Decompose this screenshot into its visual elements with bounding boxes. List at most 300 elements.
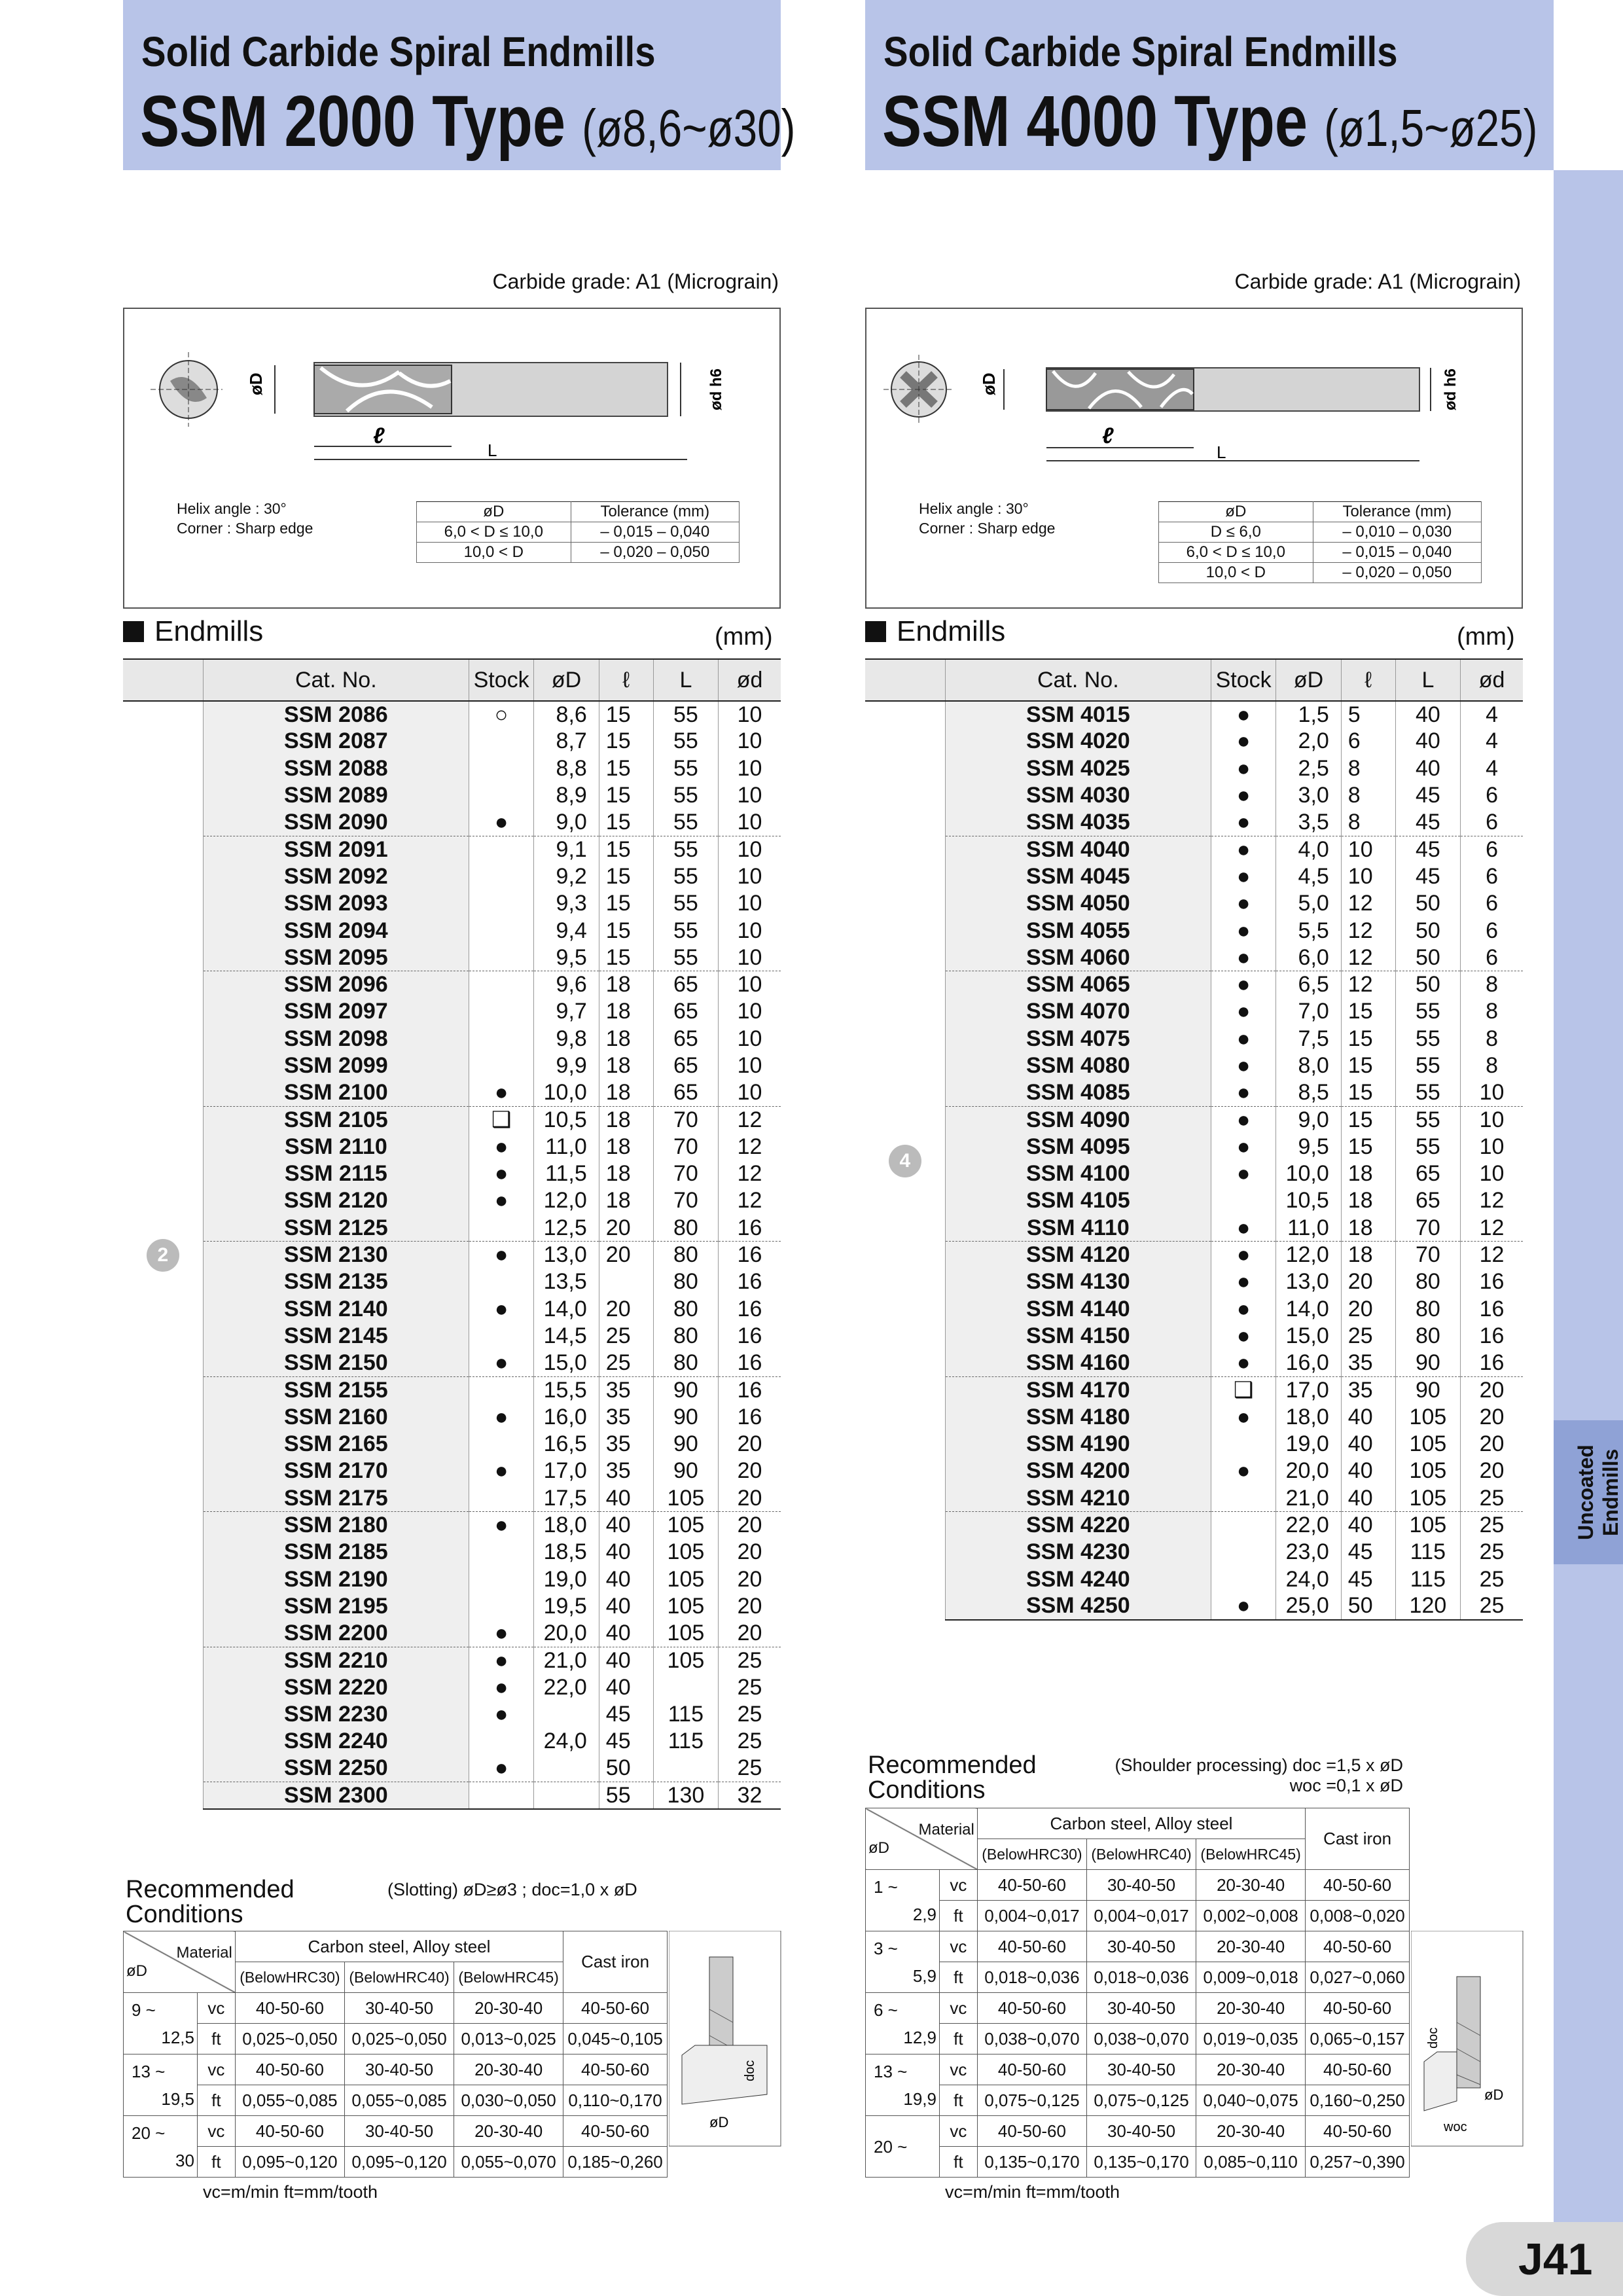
flute-length: 55 [599, 1782, 653, 1809]
flute-length: 12 [1341, 944, 1395, 971]
shank-dia: 25 [719, 1674, 781, 1701]
left-endmill-drawing [124, 309, 779, 499]
cat-no: SSM 4120 [945, 1242, 1211, 1268]
cat-no: SSM 4070 [945, 998, 1211, 1025]
cat-no: SSM 4210 [945, 1485, 1211, 1512]
cat-no: SSM 2160 [203, 1404, 469, 1431]
dia: 17,0 [1276, 1376, 1341, 1403]
left-dim-oD: øD [246, 372, 266, 395]
feed-per-tooth: 0,030~0,050 [454, 2085, 563, 2116]
shank-dia: 8 [1461, 998, 1523, 1025]
overall-length: 105 [1395, 1485, 1460, 1512]
flute-count-badge: 2 [147, 1239, 179, 1272]
cat-no: SSM 2100 [203, 1079, 469, 1106]
dia: 22,0 [534, 1674, 599, 1701]
dia: 5,5 [1276, 917, 1341, 944]
flute-count-zone [123, 701, 203, 1809]
column-header: ød [1461, 659, 1523, 701]
dia: 21,0 [534, 1647, 599, 1674]
overall-length: 90 [1395, 1350, 1460, 1376]
shank-dia: 8 [1461, 971, 1523, 998]
overall-length: 80 [1395, 1268, 1460, 1295]
dia: 6,0 [1276, 944, 1341, 971]
overall-length: 50 [1395, 944, 1460, 971]
overall-length: 55 [653, 728, 718, 755]
stock [469, 1485, 533, 1512]
cat-no: SSM 4075 [945, 1026, 1211, 1052]
vc-label: vc [939, 1993, 977, 2024]
cutting-speed: 20-30-40 [454, 2116, 563, 2147]
cutting-speed: 30-40-50 [344, 1993, 454, 2024]
flute-length: 15 [599, 836, 653, 863]
tol-cell: – 0,010 – 0,030 [1313, 522, 1481, 543]
dia: 9,3 [534, 890, 599, 917]
cutting-speed: 40-50-60 [977, 2116, 1086, 2147]
feed-per-tooth: 0,185~0,260 [563, 2147, 668, 2178]
cat-no: SSM 4025 [945, 755, 1211, 782]
vc-label: vc [939, 1870, 977, 1901]
shank-dia: 20 [1461, 1431, 1523, 1458]
cat-no: SSM 2240 [203, 1728, 469, 1755]
hardness-header: (BelowHRC40) [344, 1962, 454, 1993]
overall-length: 70 [653, 1187, 718, 1214]
stock: ● [1211, 836, 1275, 863]
cat-no: SSM 4040 [945, 836, 1211, 863]
flute-length: 40 [1341, 1485, 1395, 1512]
stock: ● [1211, 1296, 1275, 1323]
dia: 8,8 [534, 755, 599, 782]
overall-length: 50 [1395, 971, 1460, 998]
overall-length: 40 [1395, 701, 1460, 728]
overall-length: 55 [653, 944, 718, 971]
cat-no: SSM 2086 [203, 701, 469, 728]
flute-length: 20 [599, 1242, 653, 1268]
overall-length: 65 [1395, 1160, 1460, 1187]
shank-dia: 12 [719, 1187, 781, 1214]
material-diag-cell [124, 1931, 236, 1993]
left-rec-table [123, 1931, 668, 2178]
stock: ● [469, 1458, 533, 1484]
side-tab [1554, 1420, 1623, 1564]
shank-dia: 16 [1461, 1268, 1523, 1295]
dia-range [866, 2054, 940, 2116]
flute-length: 15 [1341, 1079, 1395, 1106]
dia: 14,5 [534, 1323, 599, 1350]
overall-length: 105 [653, 1485, 718, 1512]
stock: ● [469, 1160, 533, 1187]
dia: 19,0 [534, 1566, 599, 1593]
dia: 7,0 [1276, 998, 1341, 1025]
shank-dia: 20 [719, 1539, 781, 1566]
stock: ● [1211, 728, 1275, 755]
dia: 8,7 [534, 728, 599, 755]
feed-per-tooth: 0,038~0,070 [977, 2024, 1086, 2054]
cutting-speed: 20-30-40 [1196, 2116, 1306, 2147]
stock: ● [469, 1134, 533, 1160]
stock [469, 1052, 533, 1079]
right-title-line1: Solid Carbide Spiral Endmills [883, 28, 1398, 75]
feed-per-tooth: 0,004~0,017 [1086, 1901, 1196, 1931]
stock [469, 1593, 533, 1620]
flute-length: 8 [1341, 809, 1395, 836]
flute-length: 25 [1341, 1323, 1395, 1350]
overall-length: 65 [1395, 1187, 1460, 1214]
flute-length: 40 [1341, 1404, 1395, 1431]
left-dim-od: ød h6 [707, 368, 725, 410]
dia: 17,0 [534, 1458, 599, 1484]
overall-length: 50 [1395, 917, 1460, 944]
vc-label: vc [197, 1993, 235, 2024]
dia: 2,5 [1276, 755, 1341, 782]
tol-head: øD [417, 502, 571, 522]
overall-length: 55 [653, 701, 718, 728]
cat-no: SSM 2155 [203, 1376, 469, 1403]
stock [1211, 1566, 1275, 1593]
cutting-speed: 30-40-50 [344, 2116, 454, 2147]
dia-to: 30 [175, 2150, 194, 2170]
hardness-header: (BelowHRC45) [1196, 1839, 1306, 1870]
dia-range [124, 2116, 198, 2178]
shank-dia: 25 [719, 1728, 781, 1755]
feed-per-tooth: 0,045~0,105 [563, 2024, 668, 2054]
stock [469, 1026, 533, 1052]
overall-length: 55 [1395, 1134, 1460, 1160]
overall-length: 55 [653, 809, 718, 836]
stock [1211, 1431, 1275, 1458]
stock: ● [1211, 1079, 1275, 1106]
shank-dia: 10 [719, 782, 781, 809]
overall-length: 45 [1395, 863, 1460, 890]
flute-length: 15 [1341, 1106, 1395, 1133]
stock [469, 728, 533, 755]
stock [469, 944, 533, 971]
shoulder-tool [1457, 1977, 1480, 2088]
overall-length: 55 [1395, 1052, 1460, 1079]
stock [469, 1323, 533, 1350]
flute-length: 18 [599, 1106, 653, 1133]
dia: 10,0 [534, 1079, 599, 1106]
feed-per-tooth: 0,013~0,025 [454, 2024, 563, 2054]
shank-dia: 20 [719, 1593, 781, 1620]
overall-length: 55 [653, 755, 718, 782]
cat-no: SSM 2105 [203, 1106, 469, 1133]
shank-dia: 12 [719, 1106, 781, 1133]
dia: 13,0 [534, 1242, 599, 1268]
cutting-speed: 40-50-60 [235, 2116, 344, 2147]
overall-length: 90 [653, 1376, 718, 1403]
dia: 10,5 [534, 1106, 599, 1133]
cutting-speed: 20-30-40 [454, 1993, 563, 2024]
overall-length: 70 [1395, 1242, 1460, 1268]
dia-to: 12,5 [161, 2027, 194, 2047]
cat-no: SSM 4050 [945, 890, 1211, 917]
shank-dia: 6 [1461, 836, 1523, 863]
stock [469, 836, 533, 863]
stock: ● [1211, 1593, 1275, 1620]
tol-head: Tolerance (mm) [1313, 502, 1481, 522]
stock: ● [1211, 1458, 1275, 1484]
stock: ● [469, 1647, 533, 1674]
dia: 19,0 [1276, 1431, 1341, 1458]
dia: 15,0 [1276, 1323, 1341, 1350]
shank-dia: 12 [1461, 1187, 1523, 1214]
stock [469, 917, 533, 944]
flute-length: 45 [1341, 1566, 1395, 1593]
left-grade: Carbide grade: A1 (Micrograin) [492, 270, 779, 293]
cat-no: SSM 4035 [945, 809, 1211, 836]
svg-text:doc: doc [743, 2060, 757, 2081]
cat-no: SSM 2185 [203, 1539, 469, 1566]
flute-length: 15 [599, 782, 653, 809]
flute-length: 25 [599, 1350, 653, 1376]
shank-dia: 12 [1461, 1242, 1523, 1268]
ft-label: ft [197, 2024, 235, 2054]
shank-dia: 10 [719, 971, 781, 998]
cat-no: SSM 2090 [203, 809, 469, 836]
tol-cell: – 0,020 – 0,050 [1313, 563, 1481, 583]
dia: 18,0 [534, 1512, 599, 1539]
dia: 11,0 [534, 1134, 599, 1160]
overall-length: 55 [1395, 998, 1460, 1025]
stock: ● [1211, 1134, 1275, 1160]
cat-no: SSM 2087 [203, 728, 469, 755]
stock: ❑ [1211, 1376, 1275, 1403]
cat-no: SSM 4030 [945, 782, 1211, 809]
overall-length: 55 [653, 863, 718, 890]
overall-length: 80 [653, 1296, 718, 1323]
svg-text:øD: øD [709, 2114, 729, 2130]
shank-dia: 16 [1461, 1296, 1523, 1323]
dia-from: 1 ~ [874, 1876, 898, 1897]
ft-label: ft [939, 2085, 977, 2116]
overall-length: 105 [653, 1539, 718, 1566]
tol-cell: – 0,020 – 0,050 [571, 543, 739, 563]
left-title-type [140, 80, 795, 163]
cat-no: SSM 2140 [203, 1296, 469, 1323]
cat-no: SSM 2089 [203, 782, 469, 809]
cutting-speed: 20-30-40 [1196, 1931, 1306, 1962]
feed-per-tooth: 0,009~0,018 [1196, 1962, 1306, 1993]
overall-length: 80 [1395, 1296, 1460, 1323]
flute-length: 35 [1341, 1376, 1395, 1403]
dia: 9,7 [534, 998, 599, 1025]
tol-head: øD [1159, 502, 1313, 522]
shank-dia: 10 [719, 944, 781, 971]
stock [469, 1782, 533, 1809]
cutting-speed: 40-50-60 [1306, 1993, 1410, 2024]
flute-length: 15 [599, 701, 653, 728]
overall-length [653, 1674, 718, 1701]
tol-head: Tolerance (mm) [571, 502, 739, 522]
feed-per-tooth: 0,110~0,170 [563, 2085, 668, 2116]
shank-dia: 6 [1461, 944, 1523, 971]
feed-per-tooth: 0,135~0,170 [977, 2147, 1086, 2178]
tol-cell: – 0,015 – 0,040 [1313, 543, 1481, 563]
flute-length: 40 [1341, 1512, 1395, 1539]
shank-dia: 10 [719, 755, 781, 782]
dia: 9,1 [534, 836, 599, 863]
dia: 22,0 [1276, 1512, 1341, 1539]
overall-length: 120 [1395, 1593, 1460, 1620]
shank-dia: 12 [1461, 1215, 1523, 1242]
stock: ● [1211, 863, 1275, 890]
dia-from: 3 ~ [874, 1938, 898, 1958]
overall-length: 55 [1395, 1026, 1460, 1052]
flute-length: 15 [1341, 1026, 1395, 1052]
feed-per-tooth: 0,040~0,075 [1196, 2085, 1306, 2116]
feed-per-tooth: 0,075~0,125 [977, 2085, 1086, 2116]
flute-length: 40 [599, 1539, 653, 1566]
overall-length: 105 [653, 1512, 718, 1539]
dia-range [866, 1931, 940, 1993]
flute-count-zone [865, 701, 945, 1620]
flute-length: 40 [599, 1512, 653, 1539]
cat-no: SSM 2165 [203, 1431, 469, 1458]
dia: 24,0 [534, 1728, 599, 1755]
cutting-speed: 40-50-60 [563, 1993, 668, 2024]
shank-dia: 10 [1461, 1079, 1523, 1106]
shoulder-sketch [1411, 1931, 1524, 2147]
left-section-label: Endmills [154, 615, 264, 647]
rec-note-line: woc =0,1 x øD [1289, 1776, 1403, 1795]
cat-no: SSM 2175 [203, 1485, 469, 1512]
stock [1211, 1539, 1275, 1566]
flute-length: 18 [599, 1187, 653, 1214]
dia: 9,8 [534, 1026, 599, 1052]
shank-dia: 20 [1461, 1458, 1523, 1484]
cat-no: SSM 4060 [945, 944, 1211, 971]
dia-from: 9 ~ [132, 2000, 156, 2020]
flute-length: 18 [599, 998, 653, 1025]
slotting-sketch [669, 1931, 781, 2147]
feed-per-tooth: 0,257~0,390 [1306, 2147, 1410, 2178]
shoulder-workpiece [1424, 2052, 1457, 2111]
cutting-speed: 20-30-40 [454, 2054, 563, 2085]
feed-per-tooth: 0,055~0,070 [454, 2147, 563, 2178]
cat-no: SSM 2200 [203, 1620, 469, 1647]
overall-length: 55 [653, 890, 718, 917]
right-rec-footnote: vc=m/min ft=mm/tooth [945, 2182, 1120, 2202]
left-rec-footnote: vc=m/min ft=mm/tooth [203, 2182, 378, 2202]
rec-title-line: Recommended [868, 1751, 1037, 1779]
overall-length: 105 [653, 1647, 718, 1674]
dia: 15,0 [534, 1350, 599, 1376]
left-corner: Corner : Sharp edge [177, 520, 313, 537]
cutting-speed: 30-40-50 [344, 2054, 454, 2085]
tol-cell: – 0,015 – 0,040 [571, 522, 739, 543]
cat-no: SSM 4220 [945, 1512, 1211, 1539]
overall-length: 65 [653, 1079, 718, 1106]
flute-length: 10 [1341, 836, 1395, 863]
overall-length: 130 [653, 1782, 718, 1809]
square-bullet-icon [123, 621, 144, 642]
hardness-header: (BelowHRC30) [235, 1962, 344, 1993]
flute-length: 15 [599, 917, 653, 944]
left-dim-l: ℓ [373, 423, 385, 448]
dia: 4,5 [1276, 863, 1341, 890]
cutting-speed: 40-50-60 [1306, 2054, 1410, 2085]
flute-length: 18 [1341, 1242, 1395, 1268]
overall-length: 90 [653, 1404, 718, 1431]
cat-no: SSM 4250 [945, 1593, 1211, 1620]
flute-length: 5 [1341, 701, 1395, 728]
dia-range [124, 2054, 198, 2116]
right-rec-table [865, 1808, 1410, 2178]
cat-no: SSM 2096 [203, 971, 469, 998]
rec-title-line: Recommended [126, 1876, 294, 1903]
stock: ● [1211, 1052, 1275, 1079]
overall-length: 90 [653, 1458, 718, 1484]
hardness-header: (BelowHRC30) [977, 1839, 1086, 1870]
dia: 15,5 [534, 1376, 599, 1403]
ft-label: ft [939, 1962, 977, 1993]
dia: 3,5 [1276, 809, 1341, 836]
overall-length: 40 [1395, 755, 1460, 782]
shank-dia: 20 [719, 1566, 781, 1593]
cat-no: SSM 2135 [203, 1268, 469, 1295]
dia-to: 2,9 [912, 1904, 936, 1924]
right-dim-oD: øD [979, 372, 999, 395]
material-group: Carbon steel, Alloy steel [235, 1931, 563, 1962]
stock: ● [469, 1296, 533, 1323]
overall-length: 45 [1395, 836, 1460, 863]
stock [469, 1376, 533, 1403]
cat-no: SSM 4180 [945, 1404, 1211, 1431]
shank-dia: 6 [1461, 863, 1523, 890]
shank-dia: 20 [719, 1512, 781, 1539]
cat-no: SSM 4020 [945, 728, 1211, 755]
feed-per-tooth: 0,095~0,120 [235, 2147, 344, 2178]
flute-length: 18 [1341, 1187, 1395, 1214]
cutting-speed: 40-50-60 [977, 1931, 1086, 1962]
stock: ● [469, 1079, 533, 1106]
overall-length: 115 [1395, 1539, 1460, 1566]
tol-cell: 10,0 < D [1159, 563, 1313, 583]
cat-no: SSM 2093 [203, 890, 469, 917]
stock: ● [469, 1701, 533, 1728]
flute-length: 40 [599, 1674, 653, 1701]
dia: 9,6 [534, 971, 599, 998]
feed-per-tooth: 0,025~0,050 [344, 2024, 454, 2054]
stock: ● [1211, 1323, 1275, 1350]
material-diag-cell [866, 1808, 978, 1870]
dia: 5,0 [1276, 890, 1341, 917]
right-tolerance-table [1158, 501, 1482, 583]
cat-no: SSM 2220 [203, 1674, 469, 1701]
right-helix-note [919, 499, 1055, 538]
tol-cell: D ≤ 6,0 [1159, 522, 1313, 543]
right-endmill-drawing [866, 309, 1521, 499]
cat-no: SSM 2130 [203, 1242, 469, 1268]
flute-length: 18 [599, 1134, 653, 1160]
flute-length: 40 [1341, 1458, 1395, 1484]
stock: ● [469, 1755, 533, 1782]
ft-label: ft [939, 1901, 977, 1931]
dia: 8,5 [1276, 1079, 1341, 1106]
shank-dia: 10 [719, 836, 781, 863]
overall-length: 115 [653, 1701, 718, 1728]
cat-no: SSM 4055 [945, 917, 1211, 944]
dia: 8,0 [1276, 1052, 1341, 1079]
column-header: øD [1276, 659, 1341, 701]
cat-no: SSM 4200 [945, 1458, 1211, 1484]
flute-length: 15 [599, 890, 653, 917]
feed-per-tooth: 0,160~0,250 [1306, 2085, 1410, 2116]
feed-per-tooth: 0,027~0,060 [1306, 1962, 1410, 1993]
right-type-name: SSM 4000 Type [882, 81, 1308, 162]
shank-dia: 16 [1461, 1323, 1523, 1350]
right-rec-note [1089, 1755, 1403, 1796]
